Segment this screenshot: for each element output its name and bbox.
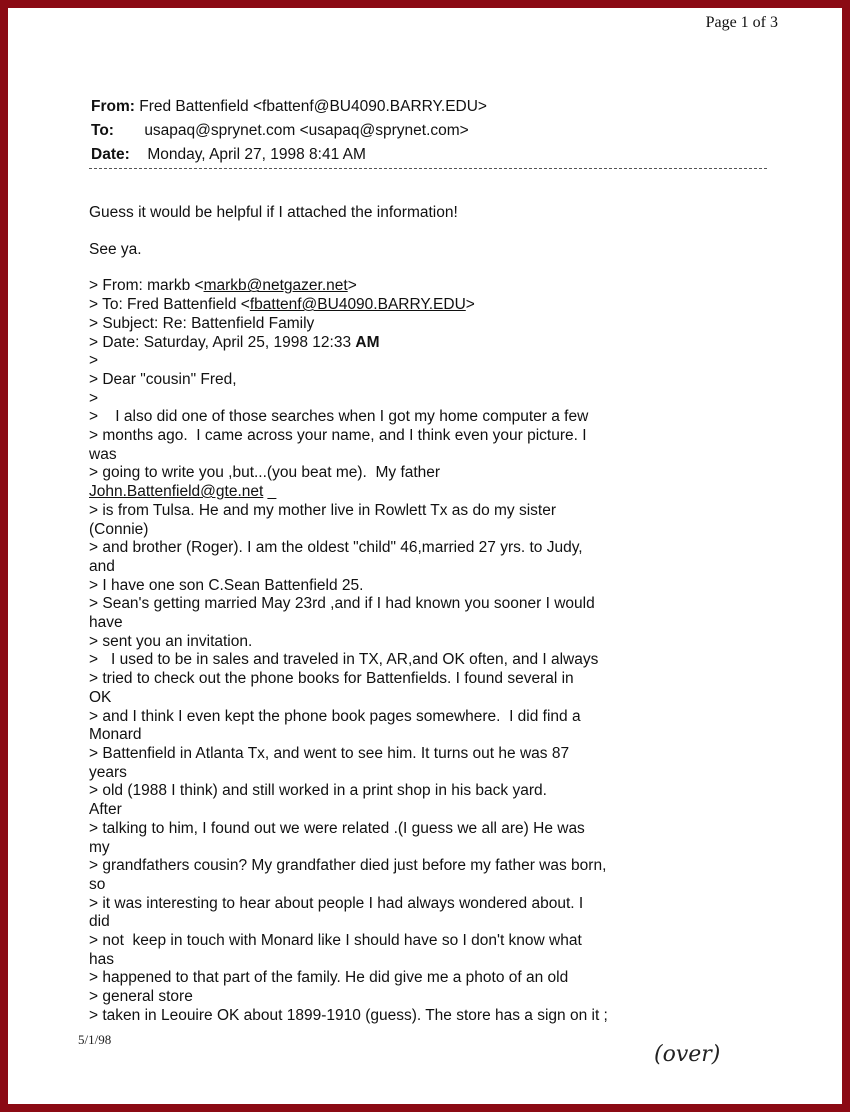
message-line: > I used to be in sales and traveled in TX, AR,and OK often, and I always: [89, 651, 599, 669]
message-line: years: [89, 763, 127, 781]
message-line: > Sean's getting married May 23rd ,and if I had known you sooner I would: [89, 595, 595, 613]
message-line: did: [89, 913, 110, 931]
quoted-text-part-1: [89, 352, 769, 483]
from-row: [91, 95, 487, 119]
father-email-line: John.Battenfield@gte.net _: [89, 483, 277, 501]
message-line: > months ago. I came across your name, and I think even your picture. I: [89, 427, 587, 445]
header-divider: [89, 168, 767, 169]
from-value: Fred Battenfield <fbattenf@BU4090.BARRY.EDU>: [139, 98, 487, 115]
message-line: Monard: [89, 726, 142, 744]
document-page: [8, 8, 842, 1104]
date-value: Monday, April 27, 1998 8:41 AM: [147, 146, 366, 163]
fred-email-link[interactable]: fbattenf@BU4090.BARRY.EDU: [249, 296, 466, 314]
from-label: From:: [91, 98, 135, 115]
message-line: >: [89, 352, 99, 370]
quoted-date-line: > Date: Saturday, April 25, 1998 12:33 AM: [89, 333, 380, 351]
message-line: was: [89, 445, 117, 463]
message-line: OK: [89, 688, 112, 706]
quoted-to-line: > To: Fred Battenfield <fbattenf@BU4090.BARRY.EDU>: [89, 296, 475, 314]
to-value: usapaq@sprynet.com <usapaq@sprynet.com>: [144, 122, 469, 139]
message-line: > grandfathers cousin? My grandfather died just before my father was born,: [89, 857, 607, 875]
message-line: > and I think I even kept the phone book pages somewhere. I did find a: [89, 707, 581, 725]
message-line: and: [89, 557, 115, 575]
handwritten-date: 5/1/98: [78, 1032, 112, 1047]
message-line: >: [89, 389, 99, 407]
message-line: After: [89, 801, 122, 819]
message-line: > general store: [89, 988, 193, 1006]
message-line: > I have one son C.Sean Battenfield 25.: [89, 576, 364, 594]
page-number: Page 1 of 3: [705, 14, 778, 31]
date-row: [91, 143, 487, 167]
intro-line: Guess it would be helpful if I attached the information!: [89, 204, 458, 221]
message-line: > and brother (Roger). I am the oldest "child" 46,married 27 yrs. to Judy,: [89, 539, 583, 557]
message-line: > I also did one of those searches when I got my home computer a few: [89, 408, 589, 426]
message-body: [89, 204, 769, 1026]
quoted-text-part-2: [89, 502, 769, 1026]
quoted-subject-line: > Subject: Re: Battenfield Family: [89, 314, 315, 332]
message-line: (Connie): [89, 520, 149, 538]
to-label: To:: [91, 122, 114, 139]
message-line: my: [89, 838, 110, 856]
message-line: > happened to that part of the family. He did give me a photo of an old: [89, 969, 569, 987]
message-line: > old (1988 I think) and still worked in a print shop in his back yard.: [89, 782, 547, 800]
to-row: [91, 119, 487, 143]
message-line: so: [89, 875, 106, 893]
father-email-link[interactable]: John.Battenfield@gte.net: [89, 483, 264, 501]
message-line: > sent you an invitation.: [89, 632, 253, 650]
message-line: have: [89, 614, 123, 632]
message-line: > taken in Leouire OK about 1899-1910 (guess). The store has a sign on it ;: [89, 1006, 608, 1024]
message-line: has: [89, 950, 114, 968]
message-line: > going to write you ,but...(you beat me). My father: [89, 464, 441, 482]
message-line: > it was interesting to hear about people I had always wondered about. I: [89, 894, 584, 912]
email-header: [91, 95, 487, 167]
date-label: Date:: [91, 146, 130, 163]
message-line: > talking to him, I found out we were related .(I guess we all are) He was: [89, 819, 585, 837]
message-line: > not keep in touch with Monard like I should have so I don't know what: [89, 932, 582, 950]
quoted-from-line: > From: markb <markb@netgazer.net>: [89, 277, 357, 295]
signoff-line: See ya.: [89, 240, 142, 258]
message-line: > is from Tulsa. He and my mother live in Rowlett Tx as do my sister: [89, 501, 557, 519]
message-line: > Dear "cousin" Fred,: [89, 370, 237, 388]
handwritten-over-note: (over): [654, 1042, 721, 1067]
markb-email-link[interactable]: markb@netgazer.net: [203, 277, 348, 295]
message-line: > Battenfield in Atlanta Tx, and went to see him. It turns out he was 87: [89, 744, 570, 762]
message-line: > tried to check out the phone books for Battenfields. I found several in: [89, 670, 574, 688]
